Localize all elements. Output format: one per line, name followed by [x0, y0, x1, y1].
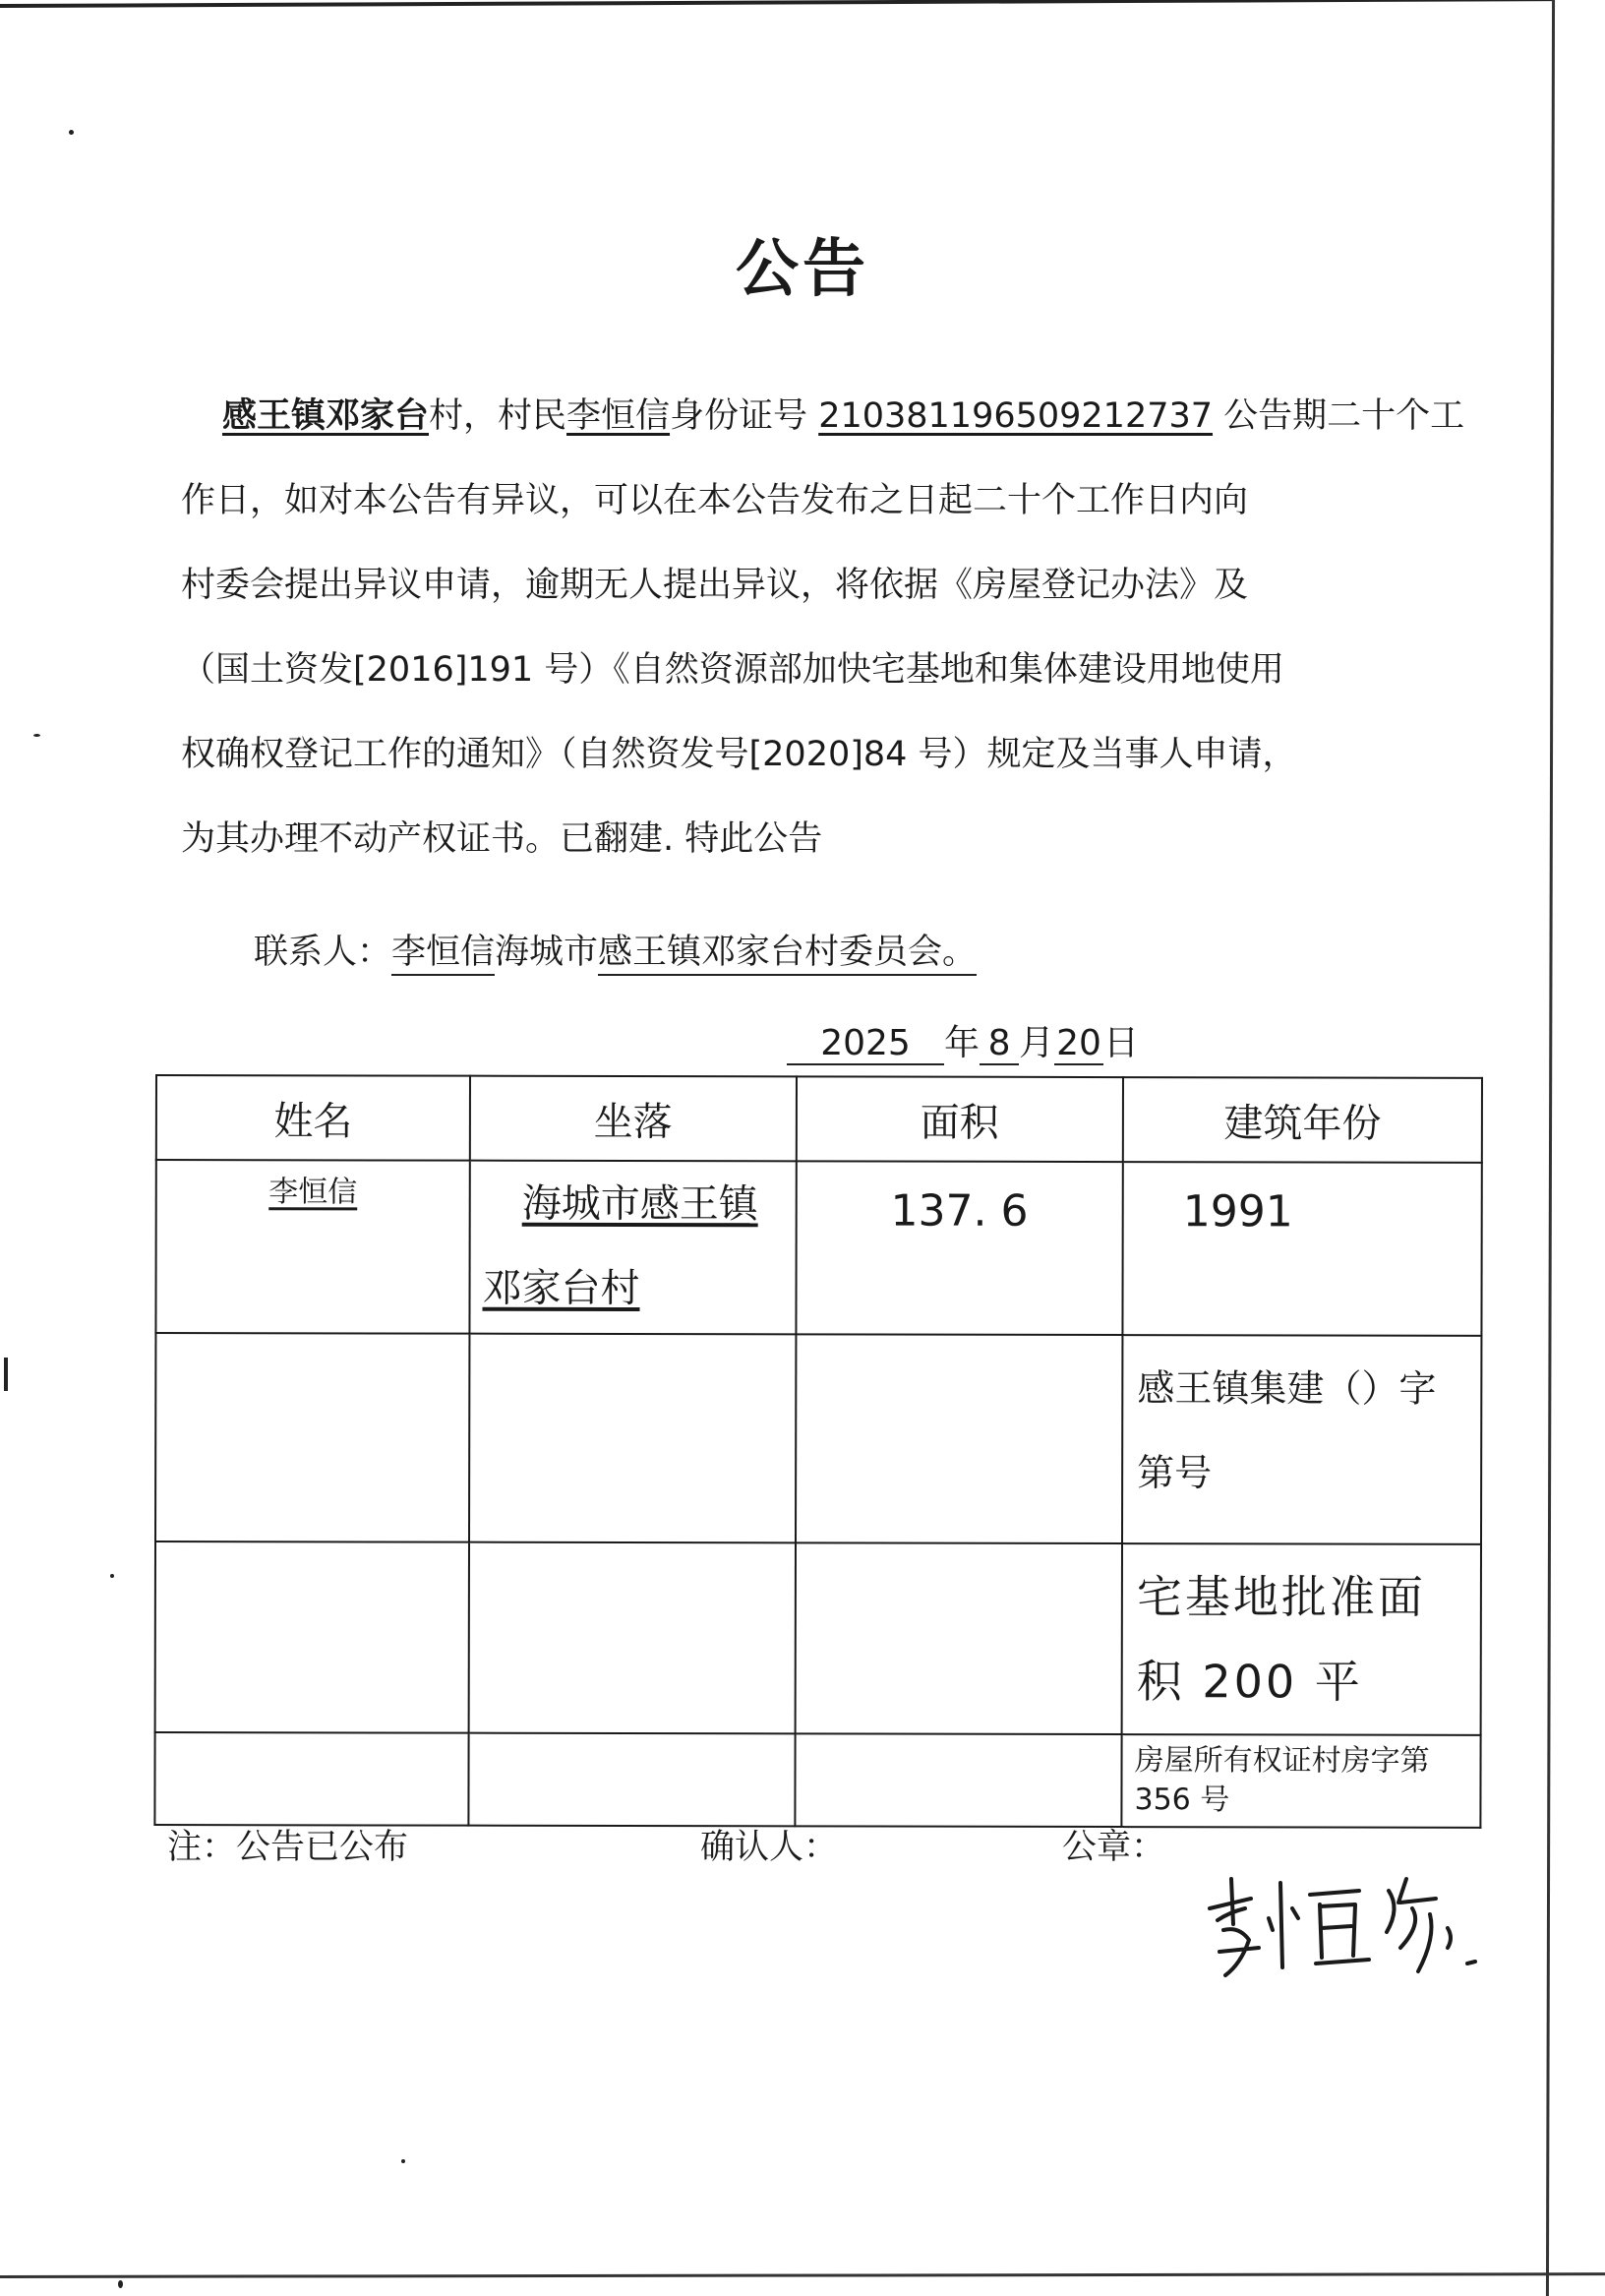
empty-cell	[469, 1334, 796, 1543]
notice-text-span: 为其办理不动产权证书。已翻建. 特此公告	[181, 819, 823, 859]
notice-text-span: 作日，如对本公告有异议，可以在本公告发布之日起二十个工作日内向	[181, 481, 1249, 520]
contact-org-prefix: 海城市	[495, 933, 599, 972]
empty-cell	[155, 1333, 469, 1542]
empty-cell	[795, 1733, 1122, 1827]
location-line-2: 邓家台村	[482, 1265, 640, 1312]
owner-name: 李恒信	[268, 1175, 358, 1210]
empty-cell	[795, 1542, 1122, 1734]
notice-text-span: 李恒信	[566, 396, 671, 436]
certificate-note: 房屋所有权证村房字第 356 号	[1134, 1743, 1430, 1818]
header-build-year: 建筑年份	[1123, 1077, 1482, 1163]
notice-line	[181, 797, 1391, 881]
approved-area-note: 宅基地批准面积 200 平	[1136, 1570, 1426, 1709]
cell-permit-note	[1122, 1335, 1481, 1544]
area-value: 137. 6	[890, 1185, 1029, 1237]
empty-cell	[469, 1542, 796, 1734]
table-header-row	[156, 1075, 1482, 1163]
scan-edge-bottom	[0, 2272, 1605, 2278]
scan-speck	[401, 2159, 405, 2163]
footer-note: 注：公告已公布	[167, 1828, 409, 1867]
cell-certificate	[1121, 1734, 1480, 1828]
notice-text-span: 210381196509212737	[818, 396, 1214, 436]
notice-paragraph	[181, 374, 1465, 881]
empty-cell	[796, 1334, 1123, 1543]
notice-line	[181, 543, 1391, 628]
header-area: 面积	[796, 1076, 1123, 1162]
cell-name	[155, 1160, 469, 1334]
scan-speck	[118, 2280, 123, 2288]
scan-speck	[4, 1358, 8, 1391]
property-table	[153, 1074, 1483, 1829]
cell-year	[1122, 1162, 1481, 1336]
notice-line	[181, 458, 1391, 543]
scan-speck	[33, 734, 40, 737]
contact-line	[254, 925, 977, 974]
notice-line	[181, 628, 1391, 712]
footer-seal-label: 公章：	[1062, 1828, 1166, 1867]
cell-location	[469, 1161, 796, 1335]
permit-note: 感王镇集建（）字第号	[1137, 1366, 1437, 1495]
date-month-unit: 月	[1019, 1023, 1055, 1063]
handwritten-signature	[1190, 1869, 1485, 1987]
contact-label: 联系人：	[254, 933, 392, 972]
scan-speck	[69, 130, 74, 135]
notice-text-span: （国土资发[2016]191 号）《自然资源部加快宅基地和集体建设用地使用	[181, 650, 1284, 690]
empty-cell	[468, 1733, 795, 1827]
table-row	[155, 1160, 1481, 1336]
notice-text-span: 村，村民	[429, 396, 567, 436]
date-day-unit: 日	[1103, 1023, 1140, 1063]
date-year-unit: 年	[944, 1023, 981, 1063]
empty-cell	[155, 1541, 469, 1733]
notice-text-span: 公告期二十个工	[1213, 396, 1465, 436]
table-row	[155, 1333, 1481, 1544]
notice-line	[181, 712, 1391, 797]
contact-org: 感王镇邓家台村委员会。	[598, 933, 977, 976]
footer-confirm-label: 确认人：	[700, 1828, 839, 1867]
date-day: 20	[1054, 1023, 1103, 1065]
header-location: 坐落	[470, 1076, 797, 1162]
build-year-value: 1991	[1182, 1186, 1293, 1238]
notice-text-span: 权确权登记工作的通知》（自然资发号[2020]84 号）规定及当事人申请，	[181, 735, 1297, 774]
notice-line	[181, 374, 1465, 458]
empty-cell	[154, 1732, 468, 1826]
date-month: 8	[980, 1023, 1019, 1065]
notice-text-span: 感王镇邓家台	[222, 396, 430, 436]
page-title: 公告	[736, 233, 869, 306]
date-year: 2025	[787, 1023, 944, 1065]
scan-edge-right	[1546, 0, 1555, 2296]
notice-text-span: 村委会提出异议申请，逾期无人提出异议，将依据《房屋登记办法》及	[181, 566, 1249, 605]
notice-date	[787, 1015, 1139, 1065]
table-row	[155, 1541, 1481, 1735]
scan-speck	[110, 1574, 114, 1578]
contact-person: 李恒信	[391, 933, 495, 976]
cell-approved-area	[1122, 1543, 1481, 1735]
notice-text-span: 身份证号	[670, 396, 819, 436]
table-row	[154, 1732, 1480, 1828]
location-line-1: 海城市感王镇	[521, 1180, 758, 1228]
cell-area	[796, 1161, 1123, 1335]
scan-edge-top	[0, 0, 1554, 8]
header-name: 姓名	[156, 1075, 470, 1161]
